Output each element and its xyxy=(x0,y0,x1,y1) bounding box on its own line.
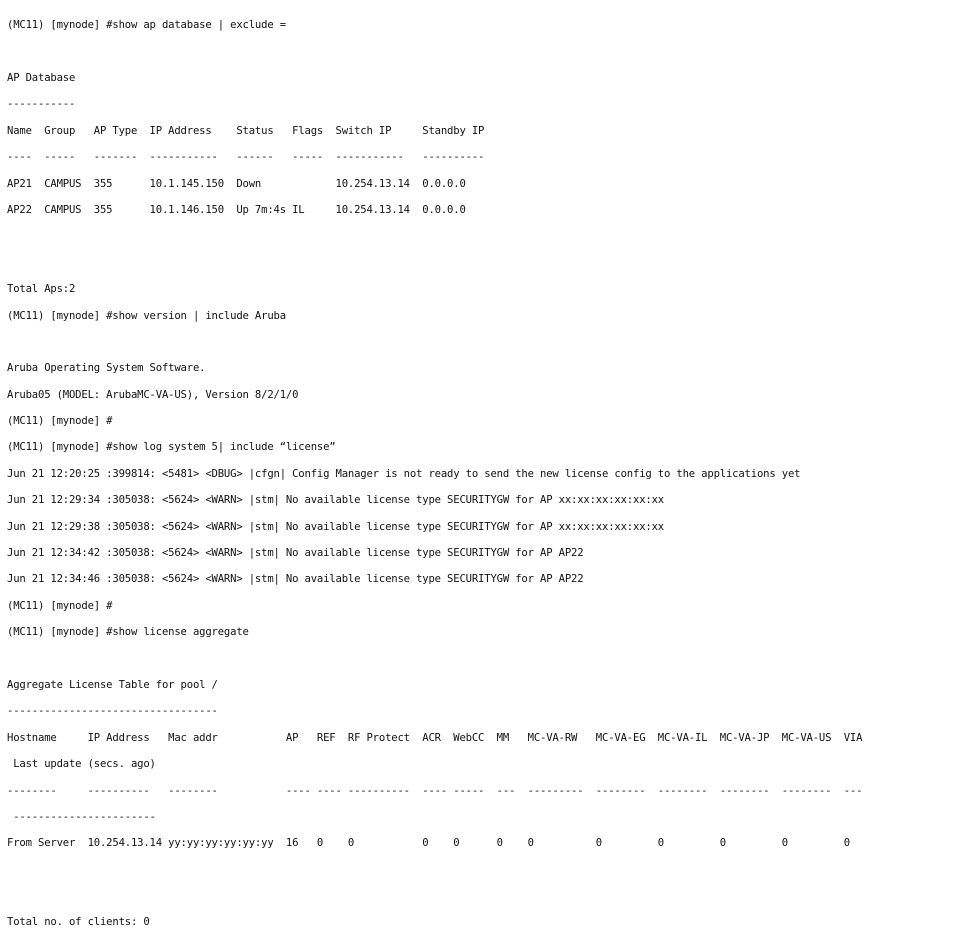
terminal-line: Jun 21 12:20:25 :399814: <5481> <DBUG> |cfgn| Config Manager is not ready to send the new license config to the applications yet xyxy=(7,467,801,480)
terminal-line: Aggregate License Table for pool / xyxy=(7,678,218,691)
terminal-line xyxy=(7,653,953,666)
terminal-line: ----------- xyxy=(7,98,76,111)
terminal-line: Jun 21 12:34:46 :305038: <5624> <WARN> |stm| No available license type SECURITYGW for AP AP22 xyxy=(7,573,584,586)
terminal-line xyxy=(7,336,953,349)
terminal-line: Aruba05 (MODEL: ArubaMC-VA-US), Version 8/2/1/0 xyxy=(7,388,299,401)
terminal-line: Last update (secs. ago) xyxy=(7,758,156,771)
terminal-line: ---- ----- ------- ----------- ------ ----- ----------- ---------- xyxy=(7,151,485,164)
terminal-line: AP21 CAMPUS 355 10.1.145.150 Down 10.254.13.14 0.0.0.0 xyxy=(7,177,466,190)
terminal-line: Jun 21 12:29:38 :305038: <5624> <WARN> |stm| No available license type SECURITYGW for AP xx:xx:xx:xx:xx:xx xyxy=(7,520,664,533)
terminal-line: -------- ---------- -------- ---- ---- ---------- ---- ----- --- --------- -------- -------- -------- -------- --- xyxy=(7,784,863,797)
terminal-line: ---------------------------------- xyxy=(7,705,218,718)
terminal-line: (MC11) [mynode] # xyxy=(7,415,113,428)
terminal-line: (MC11) [mynode] #show log system 5| include “license” xyxy=(7,441,336,454)
terminal-line xyxy=(7,230,953,243)
terminal-line xyxy=(7,890,953,903)
terminal-line: Jun 21 12:29:34 :305038: <5624> <WARN> |stm| No available license type SECURITYGW for AP xx:xx:xx:xx:xx:xx xyxy=(7,494,664,507)
terminal-line xyxy=(7,864,953,877)
terminal-line: AP Database xyxy=(7,71,76,84)
terminal-line: Name Group AP Type IP Address Status Flags Switch IP Standby IP xyxy=(7,124,485,137)
terminal-line: Total no. of clients: 0 xyxy=(7,916,150,929)
terminal-line: (MC11) [mynode] # xyxy=(7,599,113,612)
terminal-line: Hostname IP Address Mac addr AP REF RF Protect ACR WebCC MM MC-VA-RW MC-VA-EG MC-VA-IL MC-VA-JP MC-VA-US VIA xyxy=(7,731,863,744)
terminal-line: (MC11) [mynode] #show ap database | exclude = xyxy=(7,19,286,32)
terminal-line: (MC11) [mynode] #show license aggregate xyxy=(7,626,249,639)
terminal-line xyxy=(7,46,953,59)
terminal-line: From Server 10.254.13.14 yy:yy:yy:yy:yy:yy 16 0 0 0 0 0 0 0 0 0 0 0 xyxy=(7,837,850,850)
terminal-line: Jun 21 12:34:42 :305038: <5624> <WARN> |stm| No available license type SECURITYGW for AP AP22 xyxy=(7,547,584,560)
terminal-line: Total Aps:2 xyxy=(7,283,76,296)
terminal-line: Aruba Operating System Software. xyxy=(7,362,206,375)
terminal-line: ----------------------- xyxy=(7,810,156,823)
terminal-line: (MC11) [mynode] #show version | include Aruba xyxy=(7,309,286,322)
terminal-line: AP22 CAMPUS 355 10.1.146.150 Up 7m:4s IL 10.254.13.14 0.0.0.0 xyxy=(7,203,466,216)
terminal-line xyxy=(7,257,953,270)
